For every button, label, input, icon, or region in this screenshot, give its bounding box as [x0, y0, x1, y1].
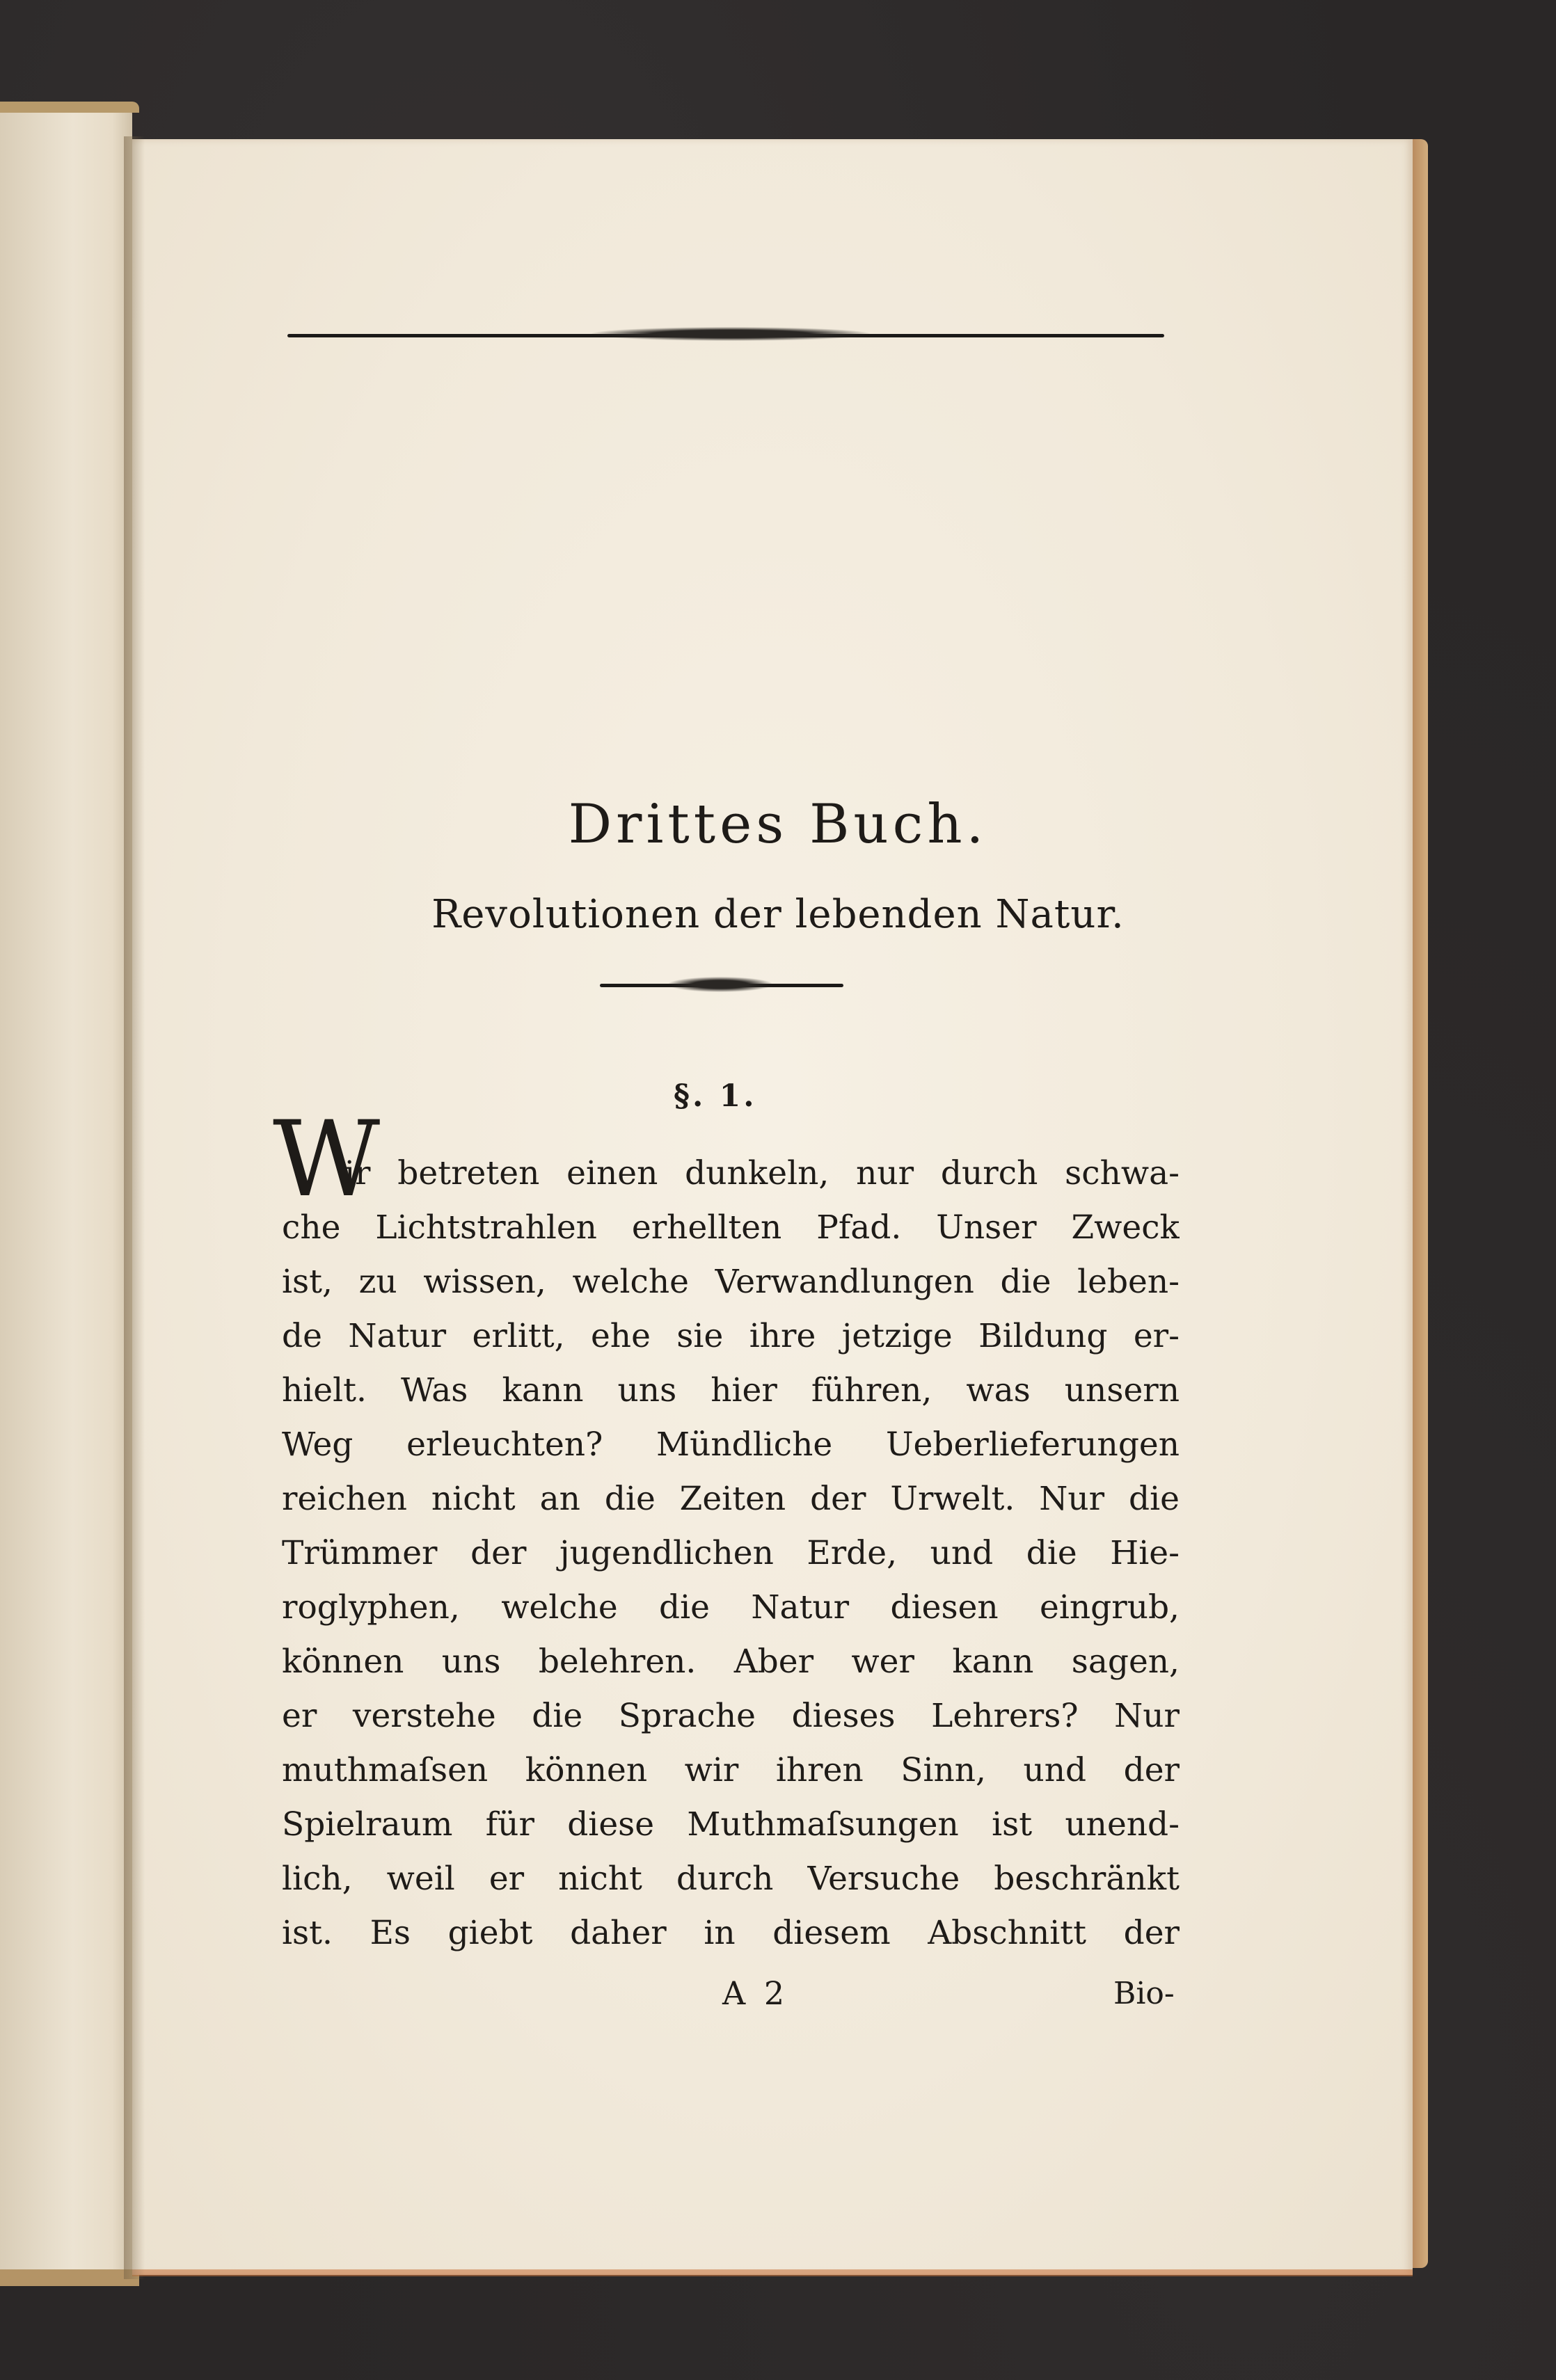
signature-mark: A 2 [722, 1974, 789, 2012]
body-line: ist, zu wissen, welche Verwandlungen die leben- [282, 1263, 1180, 1301]
body-line: ir betreten einen dunkeln, nur durch schwa- [344, 1154, 1180, 1192]
body-line: de Natur erlitt, ehe sie ihre jetzige Bildung er- [282, 1317, 1180, 1355]
page-bottom-edge [132, 2269, 1413, 2276]
book-title: Drittes Buch. [568, 793, 988, 856]
divider-ornament-swell [668, 977, 772, 992]
body-line: können uns belehren. Aber wer kann sagen, [282, 1643, 1180, 1681]
left-page-edge [0, 104, 132, 2275]
book-subtitle: Revolutionen der lebenden Natur. [431, 892, 1125, 937]
body-line: Spielraum für diese Muthmaſsungen ist unend- [282, 1805, 1180, 1844]
body-line: ist. Es giebt daher in diesem Abschnitt der [282, 1914, 1180, 1952]
body-line: che Lichtstrahlen erhellten Pfad. Unser Zweck [282, 1208, 1180, 1247]
body-line: er verstehe die Sprache dieses Lehrers? Nur [282, 1697, 1180, 1735]
section-mark: §. 1. [674, 1078, 757, 1114]
body-line: hielt. Was kann uns hier führen, was unsern [282, 1371, 1180, 1409]
cover-edge-top [0, 102, 139, 113]
catchword: Bio- [1113, 1976, 1175, 2011]
body-line: muthmaſsen können wir ihren Sinn, und der [282, 1751, 1180, 1789]
body-line: Weg erleuchten? Mündliche Ueberlieferungen [282, 1425, 1180, 1464]
body-line: roglyphen, welche die Natur diesen eingrub, [282, 1588, 1180, 1627]
page-gutter-shadow [124, 136, 145, 2279]
head-ornament-swell [592, 327, 870, 341]
body-text [282, 1147, 1180, 1960]
cover-edge-bottom [0, 2269, 139, 2286]
body-line: lich, weil er nicht durch Versuche beschränkt [282, 1860, 1180, 1898]
drop-cap: W [273, 1099, 381, 1220]
body-line: Trümmer der jugendlichen Erde, und die Hie- [282, 1534, 1180, 1572]
body-line: reichen nicht an die Zeiten der Urwelt. Nur die [282, 1480, 1180, 1518]
